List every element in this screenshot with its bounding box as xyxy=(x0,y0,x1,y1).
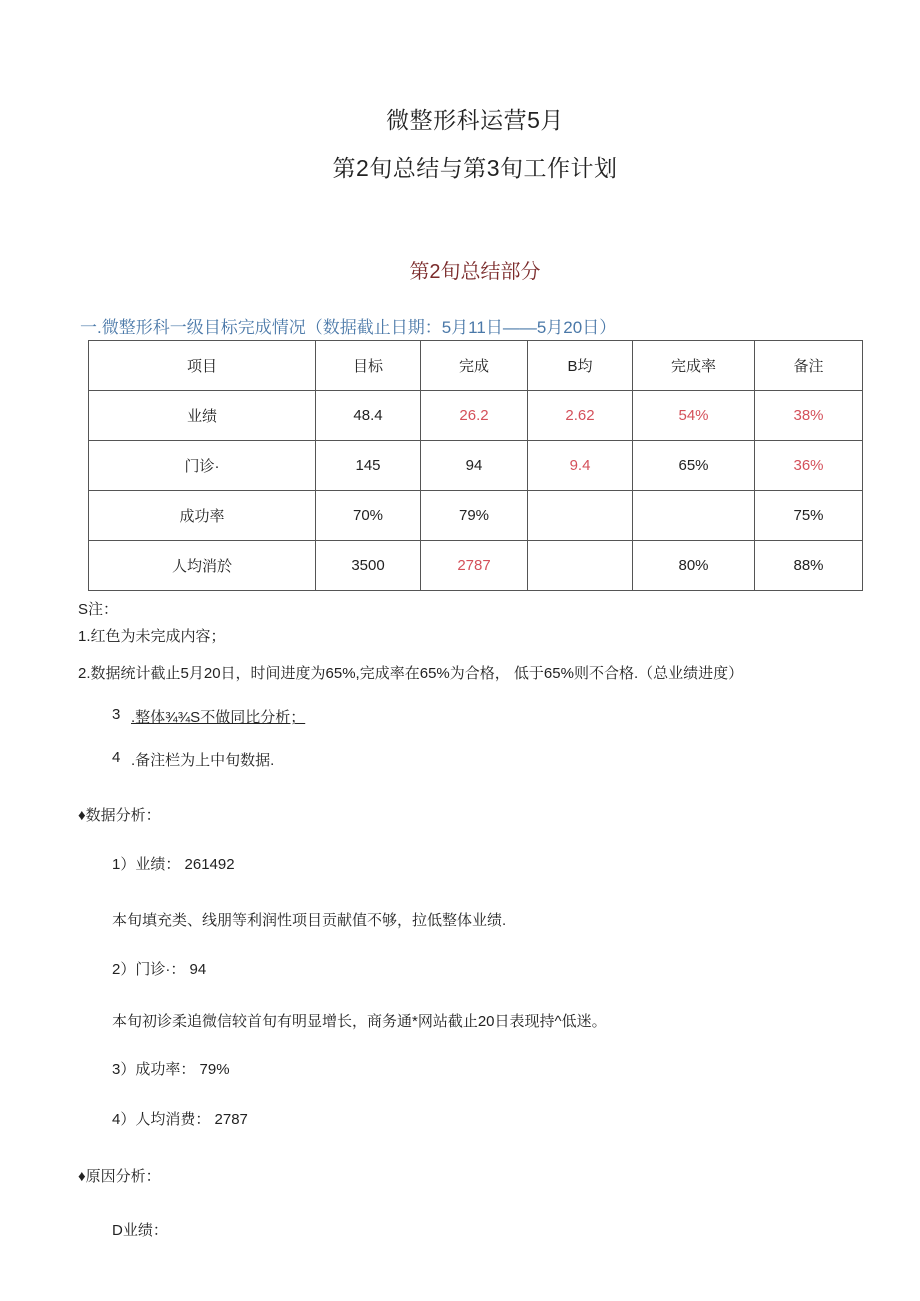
table-row xyxy=(89,391,863,441)
reason-item-revenue: D业绩： xyxy=(112,1222,168,1239)
table-cell: 75% xyxy=(755,491,863,541)
document-title-line1: 微整形科运营5月 xyxy=(386,107,564,133)
table-cell: 70% xyxy=(316,491,421,541)
table-cell: 门诊· xyxy=(89,441,316,491)
note-4: .备注栏为上中旬数据. xyxy=(131,752,275,769)
table-header-cell: 备注 xyxy=(755,341,863,391)
table-cell: 26.2 xyxy=(421,391,528,441)
analysis-item-success-rate: 3）成功率： 79% xyxy=(112,1061,230,1078)
table-cell: 79% xyxy=(421,491,528,541)
note-4-number: 4 xyxy=(112,749,121,766)
analysis-item-revenue: 1）业绩： 261492 xyxy=(112,856,235,873)
data-analysis-heading: ♦数据分析： xyxy=(78,807,161,824)
analysis-item-visits: 2）门诊·： 94 xyxy=(112,961,207,978)
table-cell xyxy=(633,491,755,541)
table-cell: 65% xyxy=(633,441,755,491)
table-row xyxy=(89,441,863,491)
table-cell: 成功率 xyxy=(89,491,316,541)
notes-label: S注： xyxy=(78,601,119,618)
target-completion-heading: 一.微整形科一级目标完成情况（数据截止日期：5月11日——5月20日） xyxy=(80,318,617,337)
table-cell: 业绩 xyxy=(89,391,316,441)
table-cell: 9.4 xyxy=(528,441,633,491)
table-cell: 80% xyxy=(633,541,755,591)
table-header-row xyxy=(89,341,863,391)
table-cell: 2787 xyxy=(421,541,528,591)
note-3: .整体¾¾S不做同比分析； xyxy=(131,709,306,726)
table-cell: 2.62 xyxy=(528,391,633,441)
table-cell: 145 xyxy=(316,441,421,491)
reason-analysis-heading: ♦原因分析： xyxy=(78,1168,161,1185)
analysis-item-visits-desc: 本旬初诊柔追微信较首旬有明显增长，商务通*网站截止20日表现持^低迷。 xyxy=(112,1013,607,1030)
table-cell: 36% xyxy=(755,441,863,491)
section-title: 第2旬总结部分 xyxy=(409,261,541,283)
note-1: 1.红色为未完成内容； xyxy=(78,628,226,645)
analysis-item-avg-spend: 4）人均消费： 2787 xyxy=(112,1111,248,1128)
target-completion-table xyxy=(88,340,863,591)
note-2: 2.数据统计截止5月20日，时间进度为65%,完成率在65%为合格， 低于65%则不合格.（总业绩进度） xyxy=(78,665,744,682)
table-header-cell: B均 xyxy=(528,341,633,391)
note-3-number: 3 xyxy=(112,706,121,723)
table-cell xyxy=(528,541,633,591)
table-header-cell: 完成 xyxy=(421,341,528,391)
table-row xyxy=(89,541,863,591)
table-cell: 94 xyxy=(421,441,528,491)
table-cell: 3500 xyxy=(316,541,421,591)
table-header-cell: 目标 xyxy=(316,341,421,391)
analysis-item-revenue-desc: 本旬填充类、线朋等利润性项目贡献值不够，拉低整体业绩. xyxy=(112,912,507,929)
table-row xyxy=(89,491,863,541)
table-cell: 48.4 xyxy=(316,391,421,441)
table-header-cell: 完成率 xyxy=(633,341,755,391)
table-cell: 人均消於 xyxy=(89,541,316,591)
table-cell: 88% xyxy=(755,541,863,591)
table-header-cell: 项目 xyxy=(89,341,316,391)
document-title-line2: 第2旬总结与第3旬工作计划 xyxy=(332,155,618,181)
table-cell xyxy=(528,491,633,541)
table-cell: 54% xyxy=(633,391,755,441)
table-cell: 38% xyxy=(755,391,863,441)
